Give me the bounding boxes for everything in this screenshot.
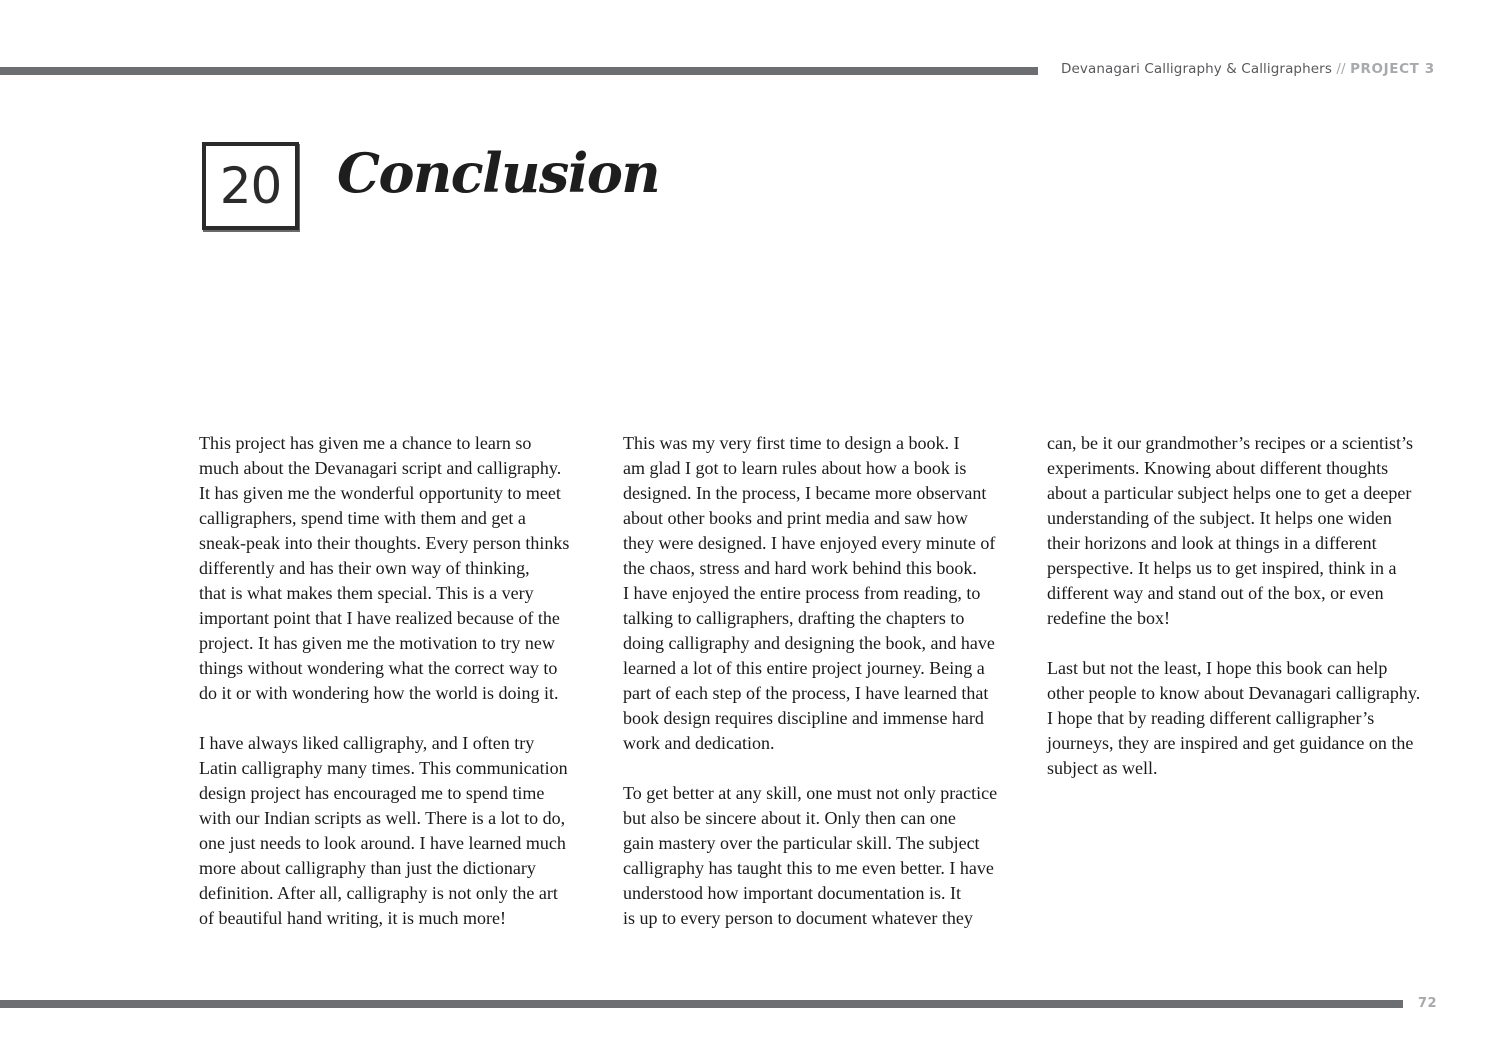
text-line: book design requires discipline and immense hard [623, 708, 984, 728]
text-line: part of each step of the process, I have learned that [623, 683, 989, 703]
text-line: their horizons and look at things in a different [1047, 533, 1377, 553]
header-rule [0, 67, 1038, 75]
text-line: they were designed. I have enjoyed every minute of [623, 533, 996, 553]
text-line: but also be sincere about it. Only then can one [623, 808, 956, 828]
text-line: To get better at any skill, one must not only practice [623, 783, 998, 803]
text-line: do it or with wondering how the world is doing it. [199, 683, 559, 703]
text-line: Latin calligraphy many times. This communication [199, 758, 568, 778]
text-line: am glad I got to learn rules about how a book is [623, 458, 967, 478]
text-column-3 [1047, 431, 1452, 781]
text-column-2 [623, 431, 1023, 931]
text-line: project. It has given me the motivation to try new [199, 633, 555, 653]
footer-rule [0, 1000, 1403, 1008]
text-line: definition. After all, calligraphy is not only the art [199, 883, 558, 903]
text-line: that is what makes them special. This is a very [199, 583, 534, 603]
text-line: is up to every person to document whatever they [623, 908, 973, 928]
text-line: designed. In the process, I became more observant [623, 483, 987, 503]
text-line: journeys, they are inspired and get guidance on the [1047, 733, 1414, 753]
body-paragraph [623, 781, 1023, 931]
text-line: work and dedication. [623, 733, 775, 753]
text-line: one just needs to look around. I have learned much [199, 833, 566, 853]
text-line: can, be it our grandmother’s recipes or a scientist’s [1047, 433, 1414, 453]
text-line: I have always liked calligraphy, and I often try [199, 733, 535, 753]
text-line: I have enjoyed the entire process from reading, to [623, 583, 981, 603]
text-line: learned a lot of this entire project journey. Being a [623, 658, 985, 678]
text-line: redefine the box! [1047, 608, 1170, 628]
text-line: of beautiful hand writing, it is much more! [199, 908, 506, 928]
text-line: more about calligraphy than just the dictionary [199, 858, 536, 878]
text-line: much about the Devanagari script and calligraphy. [199, 458, 562, 478]
chapter-number: 20 [219, 157, 282, 215]
text-line: It has given me the wonderful opportunity to meet [199, 483, 561, 503]
body-paragraph [1047, 431, 1452, 631]
text-line: experiments. Knowing about different thoughts [1047, 458, 1389, 478]
chapter-number-box [202, 142, 299, 230]
text-line: about other books and print media and saw how [623, 508, 968, 528]
text-line: This was my very first time to design a book. I [623, 433, 960, 453]
running-header [1061, 61, 1435, 77]
text-line: things without wondering what the correct way to [199, 658, 558, 678]
text-line: the chaos, stress and hard work behind this book. [623, 558, 977, 578]
text-line: calligraphers, spend time with them and get a [199, 508, 526, 528]
body-paragraph [199, 431, 594, 706]
body-paragraph [1047, 656, 1452, 781]
text-column-1 [199, 431, 594, 931]
text-line: doing calligraphy and designing the book, and have [623, 633, 995, 653]
text-line: understood how important documentation is. It [623, 883, 961, 903]
text-line: I hope that by reading different calligrapher’s [1047, 708, 1375, 728]
header-separator: // [1336, 61, 1346, 77]
text-line: differently and has their own way of thinking, [199, 558, 530, 578]
text-line: gain mastery over the particular skill. The subject [623, 833, 980, 853]
text-line: sneak-peak into their thoughts. Every person thinks [199, 533, 570, 553]
page-number: 72 [1418, 996, 1438, 1011]
text-line: subject as well. [1047, 758, 1158, 778]
text-line: other people to know about Devanagari calligraphy. [1047, 683, 1421, 703]
book-title: Devanagari Calligraphy & Calligraphers [1061, 61, 1332, 77]
body-paragraph [199, 731, 594, 931]
text-line: calligraphy has taught this to me even better. I have [623, 858, 994, 878]
text-line: understanding of the subject. It helps one widen [1047, 508, 1392, 528]
text-line: about a particular subject helps one to get a deeper [1047, 483, 1412, 503]
text-line: Last but not the least, I hope this book can help [1047, 658, 1388, 678]
chapter-title: Conclusion [337, 141, 660, 205]
text-line: design project has encouraged me to spend time [199, 783, 545, 803]
text-line: talking to calligraphers, drafting the chapters to [623, 608, 965, 628]
body-paragraph [623, 431, 1023, 756]
text-line: This project has given me a chance to learn so [199, 433, 532, 453]
text-line: important point that I have realized because of the [199, 608, 560, 628]
text-line: different way and stand out of the box, or even [1047, 583, 1384, 603]
text-line: perspective. It helps us to get inspired, think in a [1047, 558, 1397, 578]
project-label: PROJECT 3 [1350, 61, 1435, 77]
text-line: with our Indian scripts as well. There is a lot to do, [199, 808, 566, 828]
